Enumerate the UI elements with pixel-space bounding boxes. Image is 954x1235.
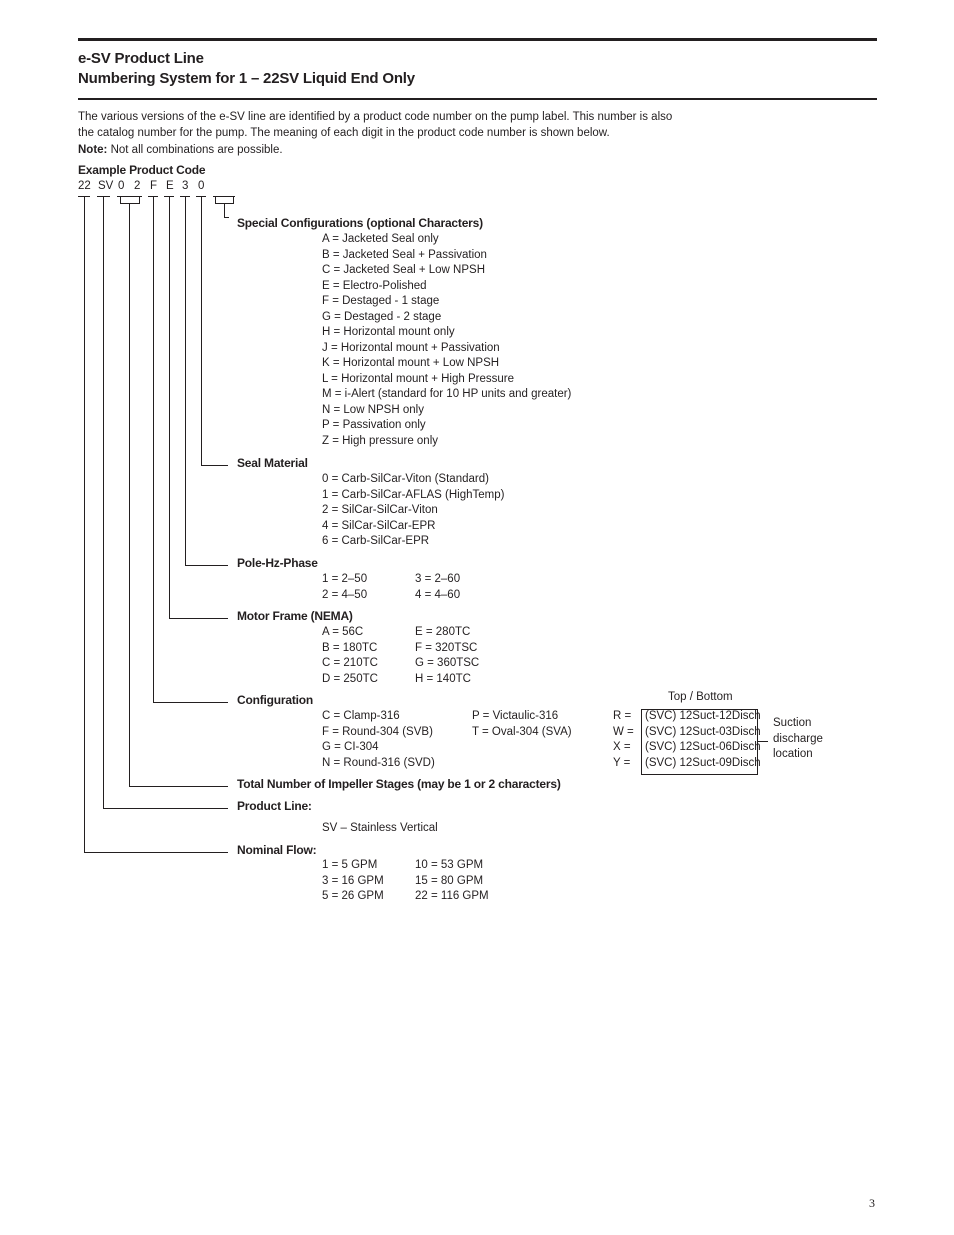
list-item: T = Oval-304 (SVA): [472, 725, 572, 738]
list-item: F = 320TSC: [415, 641, 478, 654]
list-item: B = 180TC: [322, 641, 378, 654]
list-item: 1 = Carb-SilCar-AFLAS (HighTemp): [322, 488, 505, 501]
motor-options-col1: [322, 625, 378, 687]
motor-options-col2: [415, 625, 479, 687]
list-item: G = Destaged - 2 stage: [322, 310, 442, 323]
list-item: 2 = SilCar-SilCar-Viton: [322, 504, 438, 516]
list-item: M = i-Alert (standard for 10 HP units and greater): [322, 388, 572, 400]
list-item: 22 = 116 GPM: [415, 890, 489, 902]
list-item: 0 = Carb-SilCar-Viton (Standard): [322, 473, 489, 485]
list-item: C = 210TC: [322, 657, 378, 669]
pole-options-col2: [415, 572, 460, 603]
flow-options-col2: [415, 858, 489, 905]
example-code-label: Example Product Code: [78, 163, 206, 177]
list-item: (SVC) 12Suct-12Disch: [645, 710, 761, 722]
page-title-line1: e-SV Product Line: [78, 50, 204, 67]
list-item: 5 = 26 GPM: [322, 890, 384, 902]
code-char-motor: E: [166, 180, 174, 192]
code-char-line: SV: [98, 180, 114, 192]
list-item: K = Horizontal mount + Low NPSH: [322, 357, 500, 369]
special-config-title: Special Configurations (optional Characters): [237, 216, 483, 230]
list-item: H = Horizontal mount only: [322, 326, 455, 338]
flow-options-col1: [322, 858, 384, 905]
code-char-stage2: 2: [134, 180, 141, 192]
pole-hz-phase-title: Pole-Hz-Phase: [237, 556, 318, 570]
config-options-col2: [472, 709, 572, 740]
list-item: F = Destaged - 1 stage: [322, 295, 440, 307]
list-item: A = Jacketed Seal only: [322, 233, 439, 245]
configuration-title: Configuration: [237, 693, 314, 707]
list-item: D = 250TC: [322, 672, 378, 685]
list-item: N = Round-316 (SVD): [322, 756, 435, 769]
intro-line1: The various versions of the e-SV line are identified by a product code number on the pump label. This number is also: [78, 111, 673, 123]
list-item: G = 360TSC: [415, 657, 480, 669]
list-item: E = Electro-Polished: [322, 279, 427, 292]
list-item: 1 = 5 GPM: [322, 859, 378, 871]
seal-material-options: [322, 472, 504, 550]
special-config-options: [322, 232, 571, 449]
list-item: G = CI-304: [322, 741, 379, 753]
code-char-stage1: 0: [118, 180, 125, 192]
product-line-title: Product Line:: [237, 799, 312, 813]
code-char-flow: 22: [78, 180, 91, 192]
list-item: H = 140TC: [415, 672, 471, 685]
list-item: C = Jacketed Seal + Low NPSH: [322, 264, 485, 276]
seal-material-title: Seal Material: [237, 456, 308, 470]
list-item: R =: [613, 710, 632, 722]
list-item: (SVC) 12Suct-06Disch: [645, 741, 761, 753]
top-bottom-label: Top / Bottom: [668, 691, 733, 703]
page-title-line2: Numbering System for 1 – 22SV Liquid End Only: [78, 70, 415, 87]
list-item: P = Passivation only: [322, 419, 426, 431]
list-item: Y =: [613, 756, 631, 769]
list-item: 3 = 16 GPM: [322, 874, 384, 887]
code-char-pole: 3: [182, 180, 189, 192]
list-item: 4 = SilCar-SilCar-EPR: [322, 519, 436, 532]
code-char-config: F: [150, 180, 158, 192]
list-item: P = Victaulic-316: [472, 710, 559, 722]
list-item: J = Horizontal mount + Passivation: [322, 341, 500, 354]
list-item: L = Horizontal mount + High Pressure: [322, 372, 514, 385]
list-item: 3 = 2–60: [415, 573, 461, 585]
list-item: (SVC) 12Suct-09Disch: [645, 756, 761, 769]
list-item: 4 = 4–60: [415, 588, 461, 601]
suction-letters: [613, 709, 634, 771]
suction-options: [645, 709, 761, 771]
note-label: Note:: [78, 144, 108, 156]
list-item: Z = High pressure only: [322, 434, 439, 447]
suction-discharge-note: Suction discharge location: [773, 717, 823, 760]
list-item: 6 = Carb-SilCar-EPR: [322, 535, 430, 547]
nominal-flow-title: Nominal Flow:: [237, 843, 317, 857]
list-item: 15 = 80 GPM: [415, 874, 484, 887]
list-item: X =: [613, 741, 631, 753]
list-item: N = Low NPSH only: [322, 403, 424, 416]
list-item: 1 = 2–50: [322, 573, 368, 585]
impeller-stages-title: Total Number of Impeller Stages (may be 1 or 2 characters): [237, 777, 561, 791]
list-item: E = 280TC: [415, 626, 471, 638]
list-item: (SVC) 12Suct-03Disch: [645, 725, 761, 738]
intro-line2: the catalog number for the pump. The meaning of each digit in the product code number is shown below.: [78, 127, 610, 139]
list-item: B = Jacketed Seal + Passivation: [322, 248, 487, 261]
config-options-col1: [322, 709, 435, 771]
product-line-value: SV – Stainless Vertical: [322, 822, 438, 834]
list-item: W =: [613, 725, 634, 738]
list-item: 2 = 4–50: [322, 588, 368, 601]
list-item: A = 56C: [322, 626, 364, 638]
page-number: 3: [869, 1196, 875, 1210]
pole-options-col1: [322, 572, 367, 603]
note-text: Not all combinations are possible.: [107, 144, 283, 156]
motor-frame-title: Motor Frame (NEMA): [237, 609, 353, 623]
list-item: 10 = 53 GPM: [415, 859, 484, 871]
list-item: F = Round-304 (SVB): [322, 725, 433, 738]
list-item: C = Clamp-316: [322, 710, 400, 722]
code-char-seal: 0: [198, 180, 205, 192]
